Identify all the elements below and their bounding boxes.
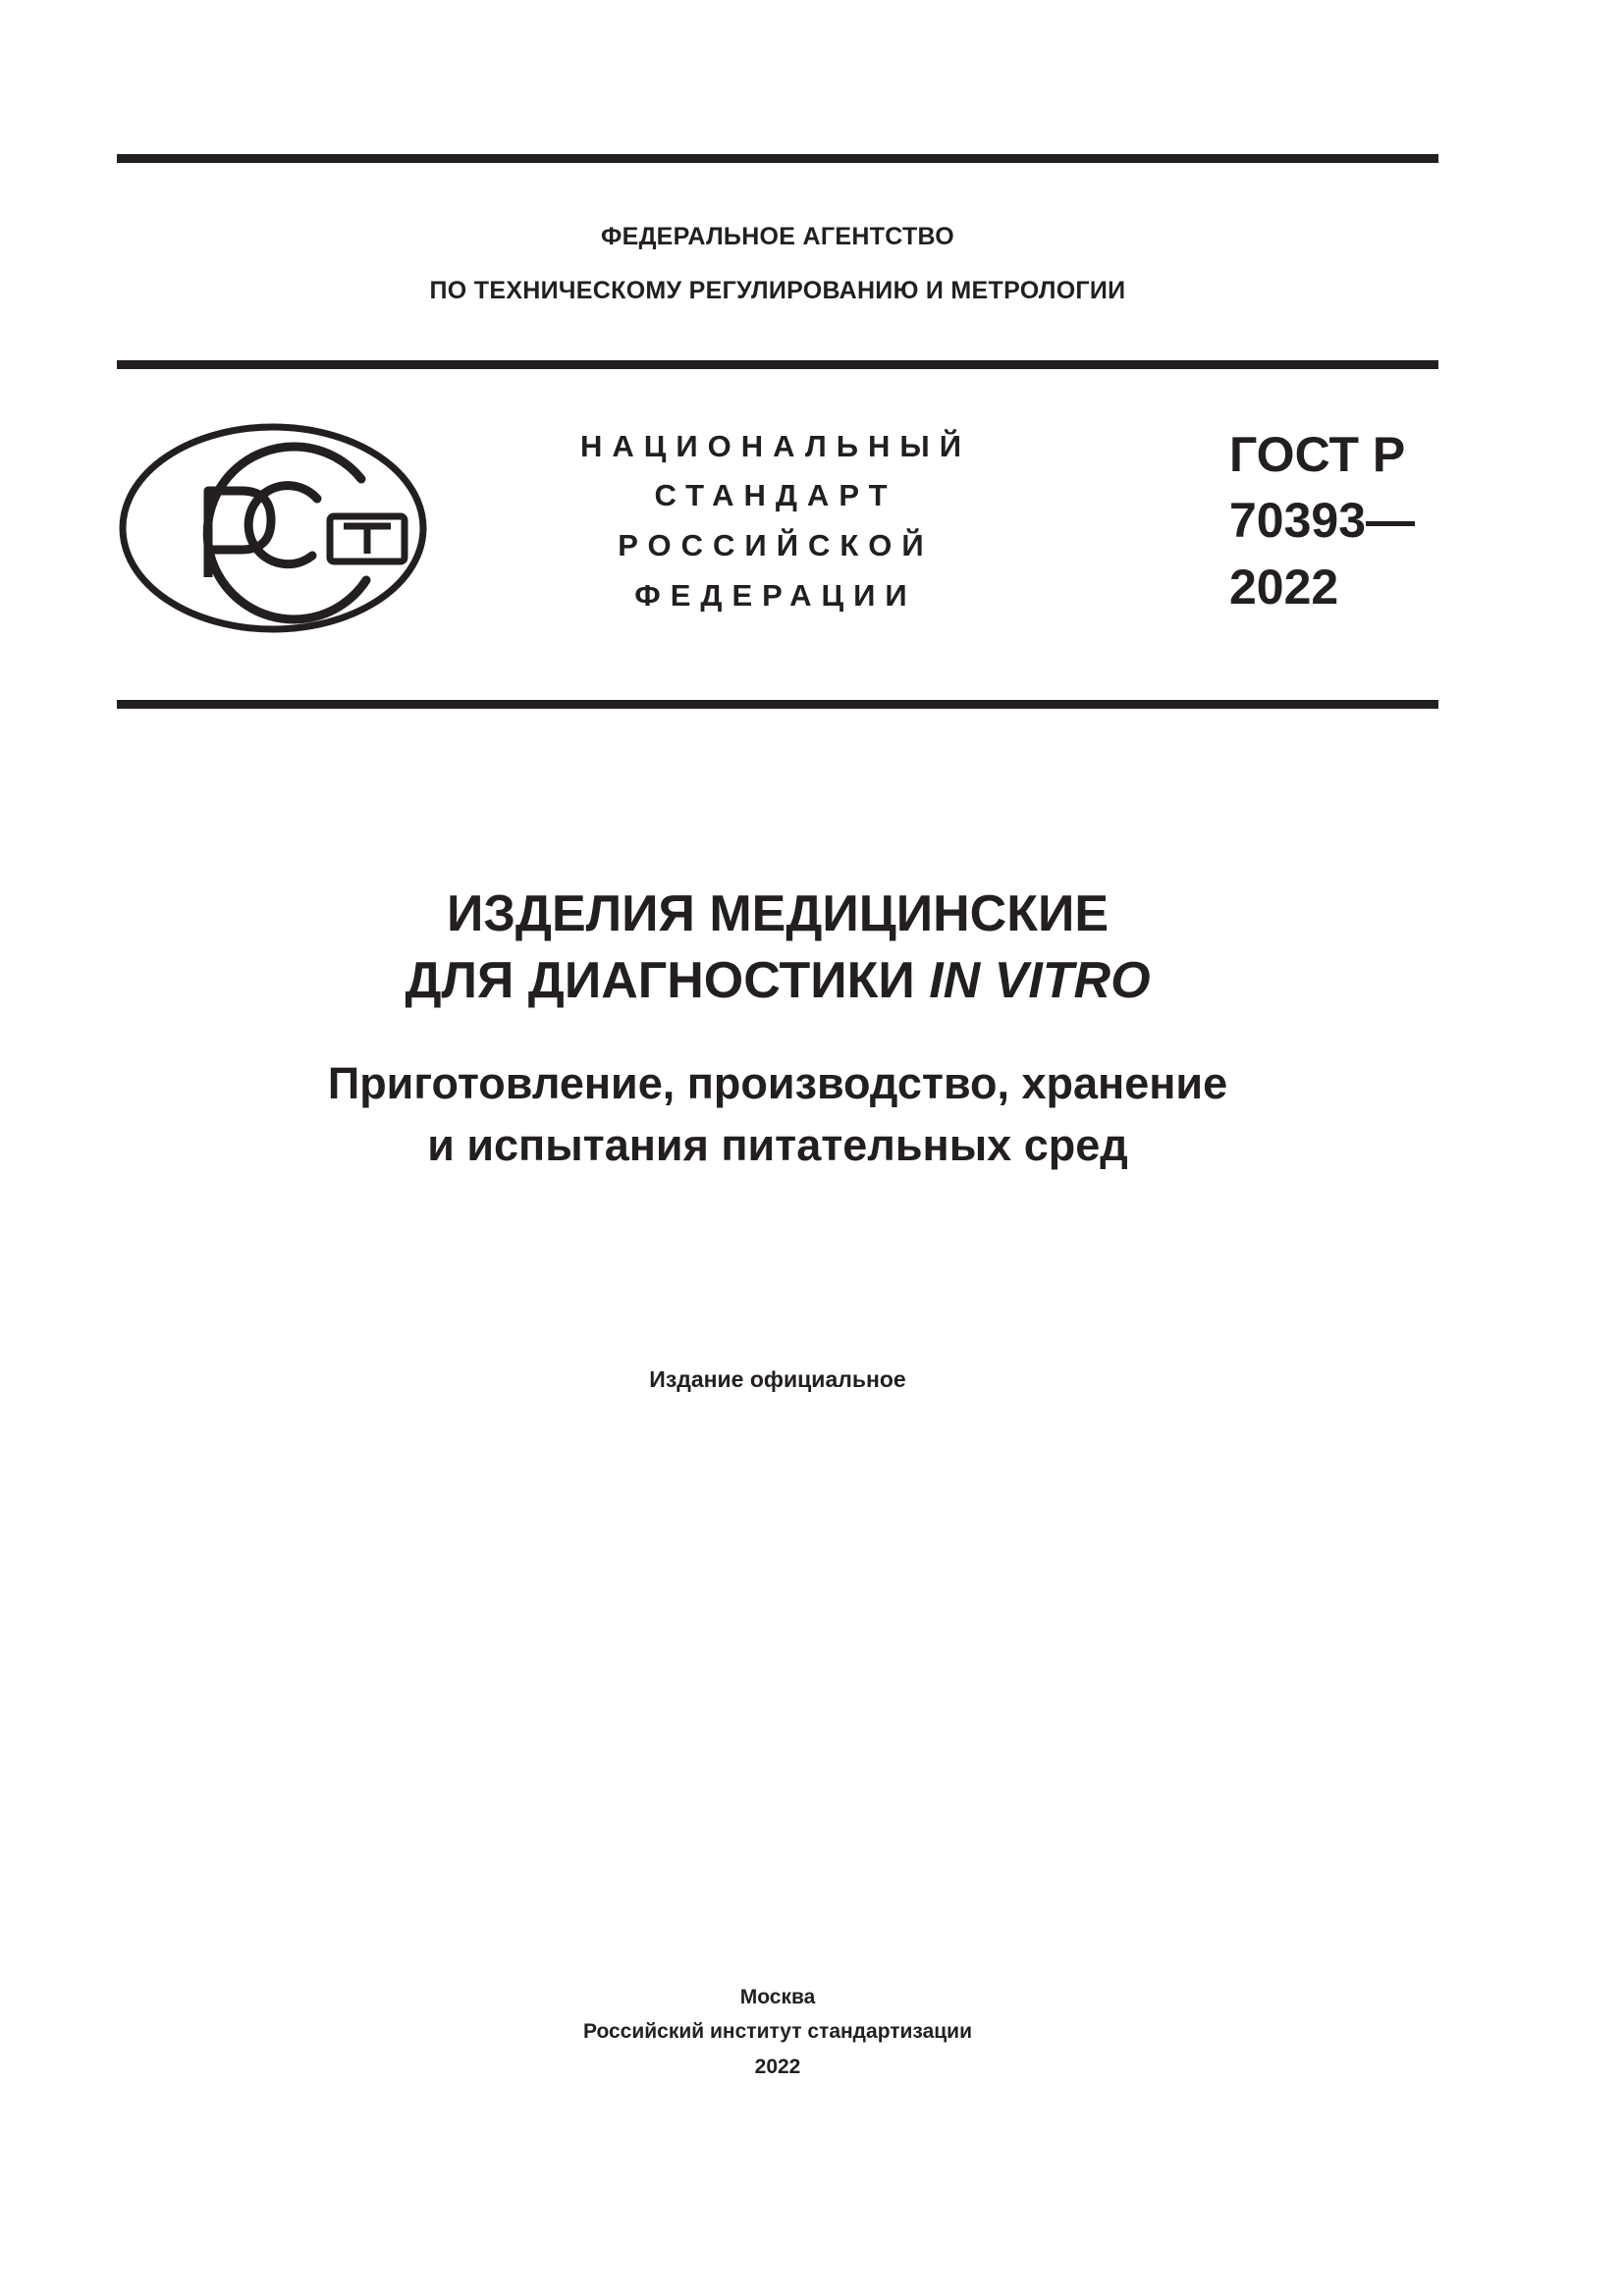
gost-designation-line3: 2022 [1229, 560, 1339, 614]
top-divider [117, 154, 1438, 163]
imprint-year: 2022 [754, 2056, 801, 2078]
document-subtitle-line2: и испытания питательных сред [427, 1120, 1128, 1170]
imprint-publisher: Российский институт стандартизации [582, 2020, 973, 2043]
document-subtitle-line1: Приготовление, производство, хранение [327, 1058, 1228, 1108]
edition-label: Издание официальное [649, 1366, 906, 1392]
gost-designation-line2: 70393— [1229, 493, 1416, 548]
document-title-line1: ИЗДЕЛИЯ МЕДИЦИНСКИЕ [446, 885, 1110, 942]
agency-name-line1: ФЕДЕРАЛЬНОЕ АГЕНТСТВО [600, 223, 955, 250]
title-line2-prefix: ДЛЯ ДИАГНОСТИКИ [405, 952, 930, 1009]
title-line2-italic: IN VITRO [929, 952, 1151, 1009]
header-divider [117, 360, 1438, 369]
document-title-line2 [117, 952, 1438, 1009]
standard-divider [117, 700, 1438, 709]
rst-certification-mark-icon [116, 420, 430, 636]
agency-name-line2: ПО ТЕХНИЧЕСКОМУ РЕГУЛИРОВАНИЮ И МЕТРОЛОГИИ [429, 277, 1126, 304]
national-standard-line3: РОССИЙСКОЙ [618, 528, 934, 562]
gost-designation-line1: ГОСТ Р [1229, 427, 1406, 482]
national-standard-line1: НАЦИОНАЛЬНЫЙ [579, 429, 972, 463]
imprint-city: Москва [739, 1986, 816, 2008]
national-standard-line4: ФЕДЕРАЦИИ [634, 578, 917, 613]
national-standard-line2: СТАНДАРТ [654, 478, 897, 512]
